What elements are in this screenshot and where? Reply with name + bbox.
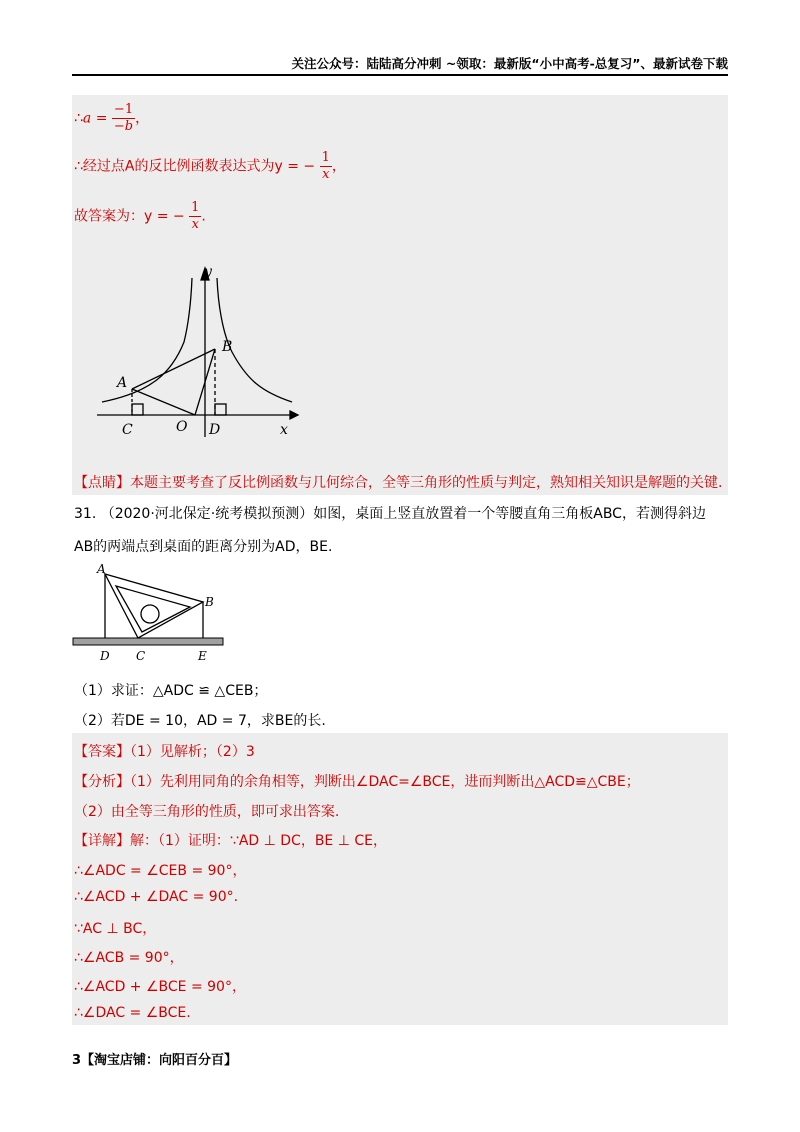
detail-step-5: ∴∠ACD + ∠BCE = 90°， [74,979,246,995]
label-A: A [97,562,106,576]
label-B: B [222,339,233,355]
page-footer: 3【淘宝店铺：向阳百分百】 [72,1053,238,1068]
label-D: D [209,422,221,438]
question-31-line1: 31. （2020·河北保定·统考模拟预测）如图，桌面上竖直放置着一个等腰直角三角板ABC，若测得斜边 [74,506,706,522]
comment-text: 本题主要考查了反比例函数与几何综合，全等三角形的性质与判定，熟知相关知识是解题的关键. [130,475,723,491]
right-angle-D [215,404,226,415]
question-31-line2: AB的两端点到桌面的距离分别为AD，BE. [74,539,333,555]
tabletop [73,638,223,645]
label-A: A [117,375,128,391]
detail-step-1: ∴∠ADC = ∠CEB = 90°， [74,863,247,879]
x-axis-arrow [290,411,298,419]
detail-step-2: ∴∠ACD + ∠DAC = 90°. [74,889,239,905]
punct: . [201,208,206,225]
fraction-1-over-x [320,150,332,183]
expression-text: ∴经过点A的反比例函数表达式为y = − [74,158,316,175]
segment-AB [132,349,215,389]
therefore-symbol: ∴ [74,110,83,127]
var-a: a [82,110,92,127]
comment-line [74,472,722,492]
detail-text: 解：（1）证明：∵AD ⊥ DC，BE ⊥ CE， [130,833,387,849]
label-x: x [280,422,288,438]
solution-line-3 [74,200,206,233]
right-angle-C [132,404,143,415]
detail-tag: 【详解】 [74,833,130,849]
detail-step-6: ∴∠DAC = ∠BCE. [74,1005,191,1021]
label-O: O [176,419,188,435]
analysis-line-2: （2）由全等三角形的性质，即可求出答案. [74,804,340,820]
left-branch [102,278,192,402]
question-31-part1: （1）求证：△ADC ≌ △CEB； [74,683,268,699]
solution-line-1: ∴a = $\frac{-1}{-b}$ ， [74,102,150,134]
triangle-inner-cutout [116,586,190,632]
fraction-numerator: 1 [321,150,330,165]
label-C: C [122,422,133,438]
triangle-figure [70,562,230,666]
fraction-denominator: x [322,167,330,182]
hyperbola-figure [92,262,302,442]
solution-line-2 [74,150,346,183]
detail-line [74,830,387,850]
detail-step-3: ∵AC ⊥ BC， [74,921,157,937]
label-y: y [204,264,212,280]
analysis-line [74,771,640,791]
punct: ， [135,110,150,127]
answer-text: 故答案为：y = − [74,208,185,225]
fraction-numerator: −1 [113,102,134,117]
punct: ， [331,158,346,175]
analysis-tag: 【分析】 [74,774,130,790]
detail-step-4: ∴∠ACB = 90°， [74,950,184,966]
label-D: D [100,649,110,663]
fraction-denominator: x [191,217,199,232]
segment-AO [132,389,195,415]
fraction-numerator: 1 [191,200,200,215]
analysis-text: （1）先利用同角的余角相等，判断出∠DAC=∠BCE，进而判断出△ACD≌△CBE； [130,774,640,790]
question-31-part2: （2）若DE = 10，AD = 7，求BE的长. [74,713,326,729]
comment-tag: 【点睛】 [74,475,130,491]
label-C: C [136,649,146,663]
page-header [72,56,728,76]
answer-text: （1）见解析；（2）3 [130,744,255,760]
label-B: B [205,595,214,609]
triangle-hole [141,605,159,623]
fraction-answer [189,200,201,233]
answer-tag: 【答案】 [74,744,130,760]
header-text: 关注公众号：陆陆高分冲刺 ~领取：最新版“小中高考-总复习”、最新试卷下载 [291,56,728,71]
fraction-a [112,102,135,135]
answer-line [74,741,255,761]
fraction-denominator: −b [113,119,134,134]
label-E: E [198,649,207,663]
